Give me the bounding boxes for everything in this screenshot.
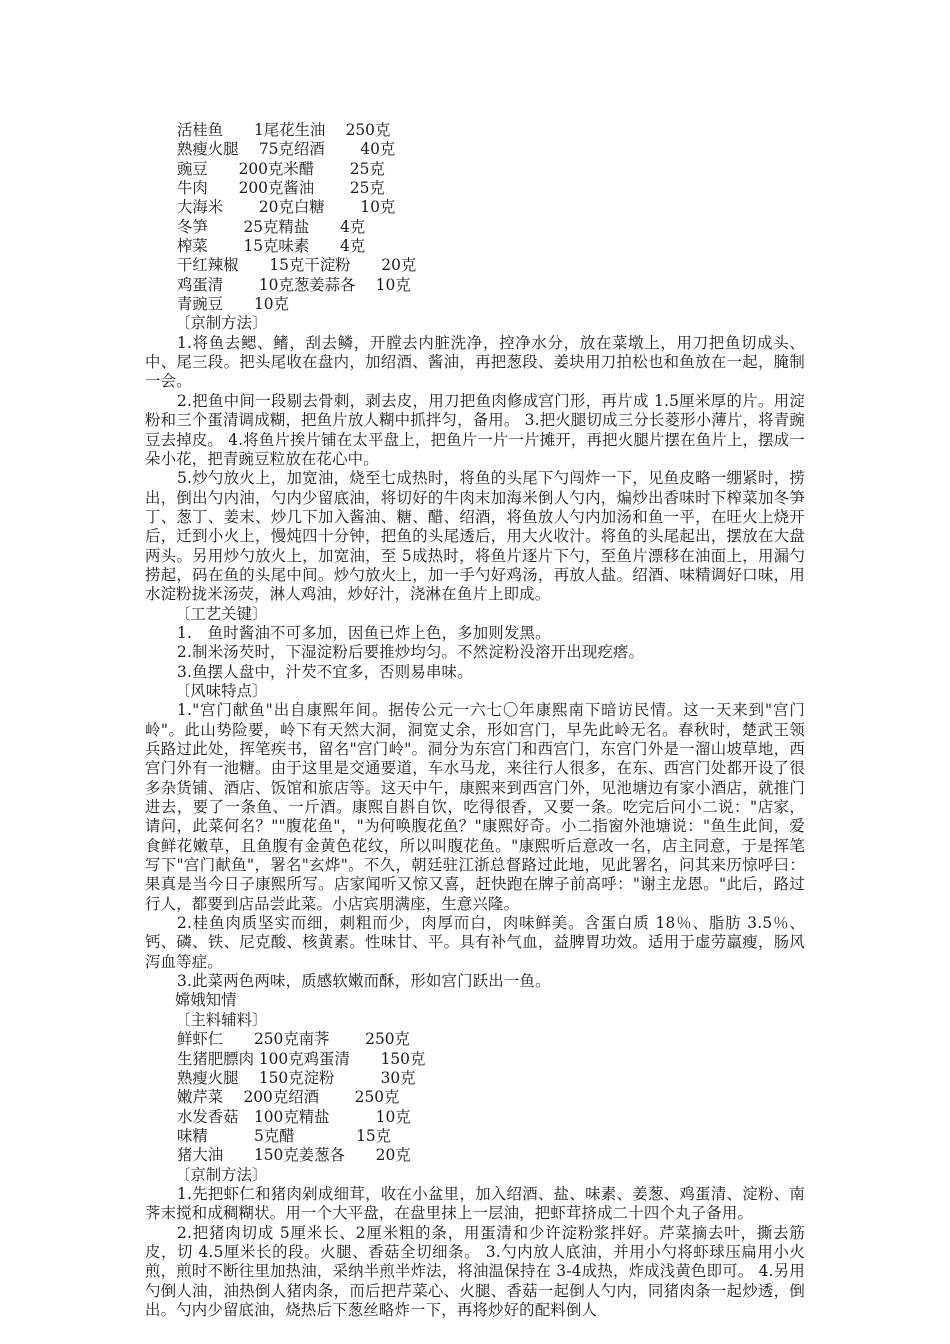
document-page [145,121,805,1320]
ingredient-line: 水发香菇 100克精盐 10克 [177,1107,411,1126]
method-paragraph: 2.把鱼中间一段剔去骨刺，剥去皮，用刀把鱼肉修成宫门形，再片成 1.5厘米厚的片。用淀粉和三个蛋清调成糊，把鱼片放人糊中抓拌匀，备用。 3.把火腿切成三分长菱形小薄片，将青豌豆去掉皮。 4.将鱼片挨片铺在太平盘上，把鱼片一片一片摊开，再把火腿片摆在鱼片上，摆成一朵小花，把青豌豆粒放在花心中。 [145,391,805,468]
key-point: 3.鱼摆人盘中，汁芡不宜多，否则易串味。 [177,662,473,681]
ingredient-line: 榨菜 15克味素 4克 [177,237,366,256]
section-heading-flavor: 〔风味特点〕 [175,681,268,700]
ingredient-line: 牛肉 200克酱油 25克 [177,179,385,198]
method-paragraph: 5.炒勺放火上，加宽油，烧至七成热时，将鱼的头尾下勺闯炸一下，见鱼皮略一绷紧时，捞出，倒出勺内油，勺内少留底油，将切好的牛肉末加海米倒人勺内，煸炒出香味时下榨菜加冬笋丁、葱丁、姜末、炒几下加入酱油、糖、醋、绍酒，将鱼放人勺内加汤和鱼一平，在旺火上烧开后，迁到小火上，慢炖四十分钟，把鱼的头尾透后，用大火收汁。将鱼的头尾起出，摆放在大盘两头。另用炒勺放火上，加宽油，至 5成热时，将鱼片逐片下勺，至鱼片漂移在油面上，用漏勺捞起，码在鱼的头尾中间。炒勺放火上，加一手勺好鸡汤，再放人盐。绍酒、味精调好口味，用水淀粉拢米汤荧，淋人鸡油，炒好汁，浇淋在鱼片上即成。 [145,469,805,604]
ingredient-line: 豌豆 200克米醋 25克 [177,159,385,178]
ingredient-line: 鸡蛋清 10克葱姜蒜各 10克 [177,275,411,294]
ingredient-line: 活桂鱼 1尾花生油 250克 [177,121,391,139]
ingredient-line: 熟瘦火腿 150克淀粉 30克 [177,1068,416,1087]
section-heading-key-points: 〔工艺关键〕 [175,604,268,623]
key-point: 2.制米汤芡时，下湿淀粉后要推炒均匀。不然淀粉没溶开出现疙瘩。 [177,643,645,662]
ingredient-list [145,1030,805,1165]
ingredient-line: 鲜虾仁 250克南荠 250克 [177,1030,410,1049]
ingredient-line: 大海米 20克白糖 10克 [177,198,396,217]
key-point: 1. 鱼时酱油不可多加，因鱼已炸上色，多加则发黑。 [177,623,551,642]
section-heading-method: 〔京制方法〕 [175,1165,268,1184]
method-paragraph: 1.将鱼去鳃、鳍，刮去鳞，开膛去内脏洗净，控净水分，放在菜墩上，用刀把鱼切成头、中、尾三段。把头尾收在盘内，加绍酒、酱油，再把葱段、姜块用刀拍松也和鱼放在一起，腌制一会。 [145,333,805,391]
ingredient-line: 青豌豆 10克 [177,295,289,314]
ingredient-line: 嫩芹菜 200克绍酒 250克 [177,1088,400,1107]
section-heading-method: 〔京制方法〕 [175,314,268,333]
ingredient-line: 干红辣椒 15克干淀粉 20克 [177,256,417,275]
ingredient-line: 生猪肥膘肉 100克鸡蛋清 150克 [177,1049,426,1068]
ingredient-line: 猪大油 150克姜葱各 20克 [177,1146,411,1165]
ingredient-list [145,121,805,314]
ingredient-line: 熟瘦火腿 75克绍酒 40克 [177,140,396,159]
method-paragraph: 2.把猪肉切成 5厘米长、2厘米粗的条，用蛋清和少许淀粉浆拌好。芹菜摘去叶，撕去筋皮，切 4.5厘米长的段。火腿、香菇全切细条。 3.勺内放人底油，并用小勺将虾球压扁用小火煎，煎时不断往里加热油，采纳半煎半炸法，将油温保持在 3-4成热，炸成浅黄色即可。 4.另用勺倒人油，油热倒人猪肉条，而后把芹菜心、火腿、香菇一起倒人勺内，同猪肉条一起炒透，倒出。勺内少留底油，烧热后下葱丝略炸一下，再将炒好的配料倒人 [145,1223,805,1319]
section-heading-ingredients: 〔主料辅料〕 [175,1010,268,1029]
method-paragraph: 1.先把虾仁和猪肉剁成细茸，收在小盆里，加入绍酒、盐、味素、姜葱、鸡蛋清、淀粉、南荠末搅和成稠糊状。用一个大平盘，在盘里抹上一层油，把虾茸挤成二十四个丸子备用。 [145,1184,805,1223]
flavor-paragraph: 2.桂鱼肉质坚实而细，刺粗而少，肉厚而白，肉味鲜美。含蛋白质 18％、脂肪 3.5％、钙、磷、铁、尼克酸、核黄素。性味甘、平。具有补气血，益脾胃功效。适用于虚劳羸瘦，肠风泻血等症。 [145,914,805,971]
ingredient-line: 味精 5克醋 15克 [177,1126,392,1145]
flavor-paragraph: 3.此菜两色两味，质感软嫩而酥，形如宫门跃出一鱼。 [177,972,551,991]
flavor-paragraph: 1."宫门献鱼"出自康熙年间。据传公元一六七〇年康熙南下暗访民情。这一天来到"宫门岭"。此山势险要，岭下有天然大洞，洞宽丈余，形如宫门，早先此岭无名。春秋时，楚武王领兵路过此处，挥笔疾书，留名"宫门岭"。洞分为东宫门和西宫门，东宫门外是一溜山坡草地，西宫门外有一池糖。由于这里是交通要道，车水马龙，来往行人很多，在东、西宫门处都开设了很多杂货铺、酒店、饭馆和旅店等。这天中午，康熙来到西宫门外，见池塘边有家小酒店，就推门进去，要了一条鱼、一斤酒。康熙自斟自饮，吃得很香，又要一条。吃完后问小二说："店家，请问，此菜何名？""腹花鱼"，"为何唤腹花鱼？"康熙好奇。小二指窗外池塘说："鱼生此间，爱食鲜花嫩草，且鱼腹有金黄色花纹，所以叫腹花鱼。"康熙听后意改一名，店主同意，于是挥笔写下"宫门献鱼"，署名"玄烨"。不久，朝廷驻江浙总督路过此地，见此署名，问其来历惊呼曰：果真是当今日子康熙所写。店家闻听又惊又喜，赶快跑在牌子前高呼："谢主龙恩。"此后，路过行人，都要到店品尝此菜。小店宾朋满座，生意兴隆。 [145,701,805,913]
recipe-title: 嫦娥知情 [175,991,237,1010]
ingredient-line: 冬笋 25克精盐 4克 [177,217,366,236]
